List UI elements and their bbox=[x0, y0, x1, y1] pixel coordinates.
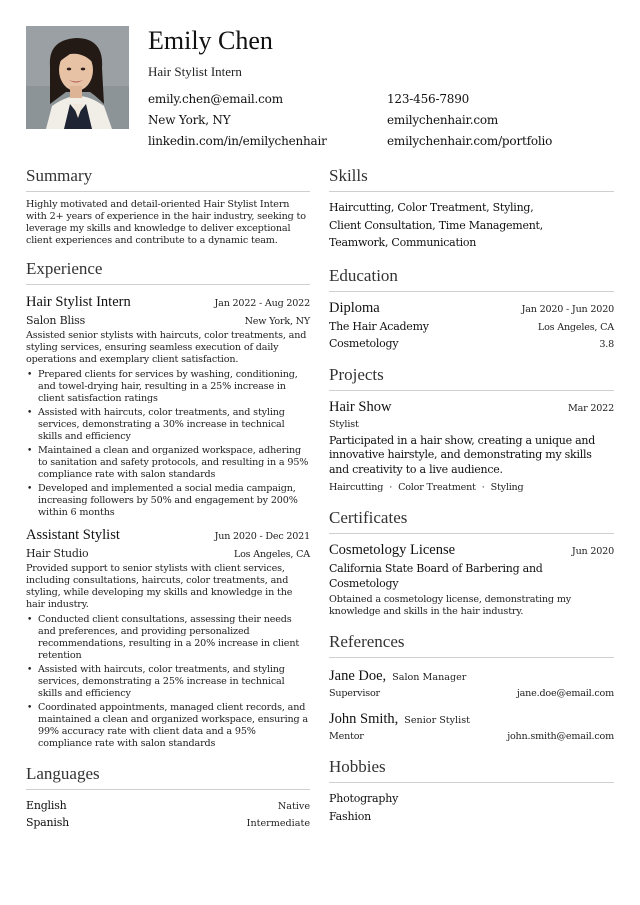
website-link[interactable]: emilychenhair.com bbox=[387, 113, 499, 127]
certificates-section bbox=[329, 508, 614, 618]
project-tag: Styling bbox=[490, 482, 524, 493]
languages-section bbox=[26, 764, 310, 829]
skills-section bbox=[329, 166, 614, 252]
list-item: • Maintained a clean and organized workspace, adhering to sanitation and safety protocols, and resulting in a 95% compliance rate with salon standards bbox=[26, 445, 310, 481]
reference-name: Jane Doe, bbox=[329, 668, 387, 684]
hobbies-section bbox=[329, 757, 614, 826]
job-company: Salon Bliss bbox=[26, 314, 86, 327]
section-title: Certificates bbox=[329, 508, 614, 534]
reference-position: Senior Stylist bbox=[404, 715, 470, 726]
education-location: Los Angeles, CA bbox=[537, 321, 614, 333]
certificate-issuer: California State Board of Barbering and Cosmetology bbox=[329, 562, 543, 590]
project-description: Participated in a hair show, creating a unique and innovative hairstyle, and demonstrating my skills and creativity to a live audience. bbox=[329, 433, 596, 476]
list-item: • Conducted client consultations, assessing their needs and preferences, and providing personalized recommendations, resulting in a 20% increase in client retention bbox=[26, 614, 310, 662]
education-field: Cosmetology bbox=[329, 336, 399, 350]
skills-list bbox=[329, 199, 614, 252]
list-item: • Assisted with haircuts, color treatments, and styling services, demonstrating a 25% increase in technical skills and efficiency bbox=[26, 664, 310, 700]
reference-relation: Mentor bbox=[329, 731, 364, 742]
list-item: • Developed and implemented a social media campaign, increasing followers by 50% and engagement by 200% within 6 months bbox=[26, 483, 310, 519]
language-level: Native bbox=[277, 801, 310, 812]
reference-entry bbox=[329, 665, 614, 699]
left-column bbox=[26, 166, 310, 833]
candidate-role: Hair Stylist Intern bbox=[148, 64, 242, 79]
location-text: New York, NY bbox=[148, 113, 231, 127]
job-entry bbox=[26, 294, 310, 519]
language-name: English bbox=[26, 799, 67, 812]
list-item: • Coordinated appointments, managed client records, and maintained a clean and organized workspace, ensuring a 99% accuracy rate with client data and a 95% compliance rate with salon standards bbox=[26, 702, 310, 750]
section-title: Languages bbox=[26, 764, 310, 790]
section-title: Skills bbox=[329, 166, 614, 192]
experience-section bbox=[26, 259, 310, 750]
language-row bbox=[26, 816, 310, 829]
education-dates: Jan 2020 - Jun 2020 bbox=[521, 303, 614, 315]
job-description: Provided support to senior stylists with client services, including consultations, haircuts, color treatments, and styling, while developing my skills and knowledge in the hair industry. bbox=[26, 563, 293, 610]
language-name: Spanish bbox=[26, 816, 70, 829]
reference-email[interactable]: john.smith@email.com bbox=[507, 731, 614, 742]
reference-entry bbox=[329, 708, 614, 742]
job-entry bbox=[26, 527, 310, 750]
skills-line: Haircutting, Color Treatment, Styling, bbox=[329, 201, 534, 214]
job-location: New York, NY bbox=[244, 316, 310, 327]
reference-position: Salon Manager bbox=[392, 672, 467, 683]
project-date: Mar 2022 bbox=[568, 402, 614, 414]
summary-section bbox=[26, 166, 310, 247]
certificate-description: Obtained a cosmetology license, demonstrating my knowledge and skills in the hair industry. bbox=[329, 594, 572, 617]
profile-photo bbox=[26, 26, 129, 129]
project-role: Stylist bbox=[329, 418, 359, 430]
portfolio-link[interactable]: emilychenhair.com/portfolio bbox=[387, 134, 553, 148]
linkedin-link[interactable]: linkedin.com/in/emilychenhair bbox=[148, 134, 327, 148]
right-column bbox=[329, 166, 614, 826]
list-item: • Prepared clients for services by washing, conditioning, and towel-drying hair, resulting in a 25% increase in client satisfaction ratings bbox=[26, 369, 310, 405]
job-title: Assistant Stylist bbox=[26, 527, 120, 543]
job-dates: Jun 2020 - Dec 2021 bbox=[214, 531, 310, 542]
list-item: • Assisted with haircuts, color treatments, and styling services, demonstrating a 30% increase in technical skills and efficiency bbox=[26, 407, 310, 443]
section-title: Hobbies bbox=[329, 757, 614, 783]
certificate-date: Jun 2020 bbox=[571, 546, 614, 557]
job-bullets bbox=[26, 614, 310, 750]
certificate-name: Cosmetology License bbox=[329, 542, 456, 558]
email-link[interactable]: emily.chen@email.com bbox=[148, 92, 283, 106]
education-section bbox=[329, 266, 614, 350]
section-title: Projects bbox=[329, 365, 614, 391]
reference-relation: Supervisor bbox=[329, 688, 380, 699]
education-school: The Hair Academy bbox=[329, 319, 429, 333]
summary-text: Highly motivated and detail-oriented Hair Stylist Intern with 2+ years of experience in the hair industry, seeking to leverage my skills and knowledge to deliver exceptional client experiences and contribute to a dynamic team. bbox=[26, 199, 306, 246]
job-location: Los Angeles, CA bbox=[233, 549, 310, 560]
candidate-name: Emily Chen bbox=[148, 26, 273, 55]
job-company: Hair Studio bbox=[26, 547, 89, 560]
skills-line: Client Consultation, Time Management, bbox=[329, 218, 543, 232]
education-gpa: 3.8 bbox=[599, 338, 614, 350]
skills-line: Teamwork, Communication bbox=[329, 236, 477, 249]
job-bullets bbox=[26, 369, 310, 519]
section-title: Experience bbox=[26, 259, 310, 285]
portrait-image bbox=[26, 26, 129, 129]
section-title: Summary bbox=[26, 166, 310, 192]
phone-number: 123-456-7890 bbox=[387, 92, 470, 106]
language-row bbox=[26, 799, 310, 812]
language-level: Intermediate bbox=[246, 818, 310, 829]
project-tag: Color Treatment bbox=[398, 482, 476, 493]
education-degree: Diploma bbox=[329, 299, 380, 316]
project-tag: Haircutting bbox=[329, 482, 384, 493]
project-name: Hair Show bbox=[329, 398, 392, 415]
job-dates: Jan 2022 - Aug 2022 bbox=[214, 298, 310, 309]
references-section bbox=[329, 632, 614, 742]
section-title: References bbox=[329, 632, 614, 658]
reference-email[interactable]: jane.doe@email.com bbox=[516, 688, 614, 699]
job-title: Hair Stylist Intern bbox=[26, 294, 131, 310]
hobby-item: Fashion bbox=[329, 810, 371, 823]
section-title: Education bbox=[329, 266, 614, 292]
projects-section bbox=[329, 365, 614, 494]
hobby-item: Photography bbox=[329, 792, 399, 805]
reference-name: John Smith, bbox=[329, 711, 399, 727]
job-description: Assisted senior stylists with haircuts, color treatments, and styling services, ensuring seamless execution of daily operations and exemplary client satisfaction. bbox=[26, 330, 307, 365]
project-tags: Haircutting · Color Treatment · Styling bbox=[329, 482, 524, 493]
